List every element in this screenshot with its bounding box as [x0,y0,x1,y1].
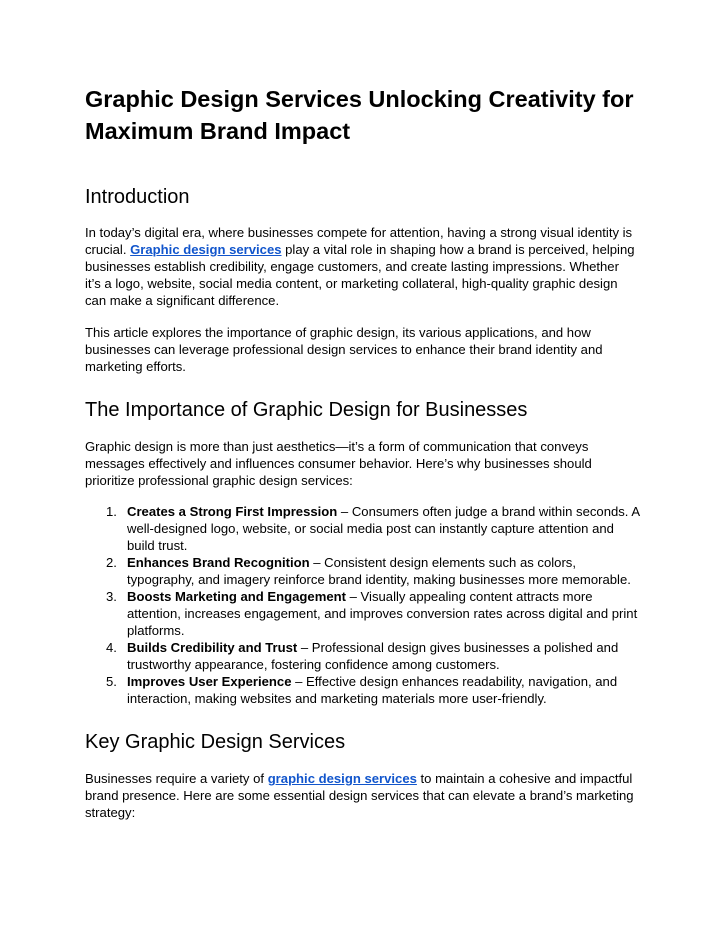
list-item-bold: Improves User Experience [127,674,292,689]
graphic-design-services-link-2[interactable]: graphic design services [267,771,417,786]
intro-p1-text-after: play a vital role in shaping how a brand is perceived, helping businesses establish credibility, engage customers, and create lasting impressions. Whether it’s a logo, website, social media content, or marketing collateral, high-quality graphic design can make a significant difference. [85,242,635,308]
list-item-text: – Consumers often judge a brand within seconds. A well-designed logo, website, or social media post can instantly capture attention and build trust. [127,504,640,553]
graphic-design-services-link[interactable]: Graphic design services [130,242,282,257]
document-title: Graphic Design Services Unlocking Creativity for Maximum Brand Impact [85,86,634,144]
list-item [85,554,640,588]
list-item-bold: Creates a Strong First Impression [127,504,338,519]
list-item-number: 1. [106,504,117,519]
intro-paragraph-1 [85,224,637,309]
services-text-before: Businesses require a variety of [85,771,268,786]
list-item-number: 4. [106,640,117,655]
intro-p1-text-before: In today’s digital era, where businesses compete for attention, having a strong visual identity is crucial. [85,225,633,257]
services-paragraph [85,770,637,821]
heading-introduction: Introduction [85,186,190,208]
list-item-bold: Boosts Marketing and Engagement [127,589,346,604]
intro-paragraph-2: This article explores the importance of graphic design, its various applications, and how businesses can leverage professional design services to enhance their brand identity and marketing efforts. [85,325,603,374]
list-item-number: 5. [106,674,117,689]
list-item [85,588,640,639]
heading-key-services: Key Graphic Design Services [85,731,346,753]
list-item [85,673,640,707]
benefits-list [85,503,640,707]
heading-importance: The Importance of Graphic Design for Businesses [85,399,528,421]
list-item-number: 2. [106,555,117,570]
list-item-text: – Consistent design elements such as colors, typography, and imagery reinforce brand identity, making businesses more memorable. [127,555,631,587]
importance-intro-paragraph: Graphic design is more than just aesthetics—it’s a form of communication that conveys messages effectively and influences consumer behavior. Here’s why businesses should prioritize professional graphic design services: [85,439,592,488]
services-text-after: to maintain a cohesive and impactful brand presence. Here are some essential design services that can elevate a brand’s marketing strategy: [85,771,634,820]
list-item-text: – Visually appealing content attracts more attention, increases engagement, and improves conversion rates across digital and print platforms. [127,589,638,638]
list-item-text: – Effective design enhances readability, navigation, and interaction, making websites and marketing materials more user-friendly. [127,674,618,706]
list-item-text: – Professional design gives businesses a polished and trustworthy appearance, fostering confidence among customers. [127,640,619,672]
list-item-number: 3. [106,589,117,604]
list-item-bold: Builds Credibility and Trust [127,640,298,655]
list-item [85,503,640,554]
list-item [85,639,640,673]
list-item-bold: Enhances Brand Recognition [127,555,310,570]
